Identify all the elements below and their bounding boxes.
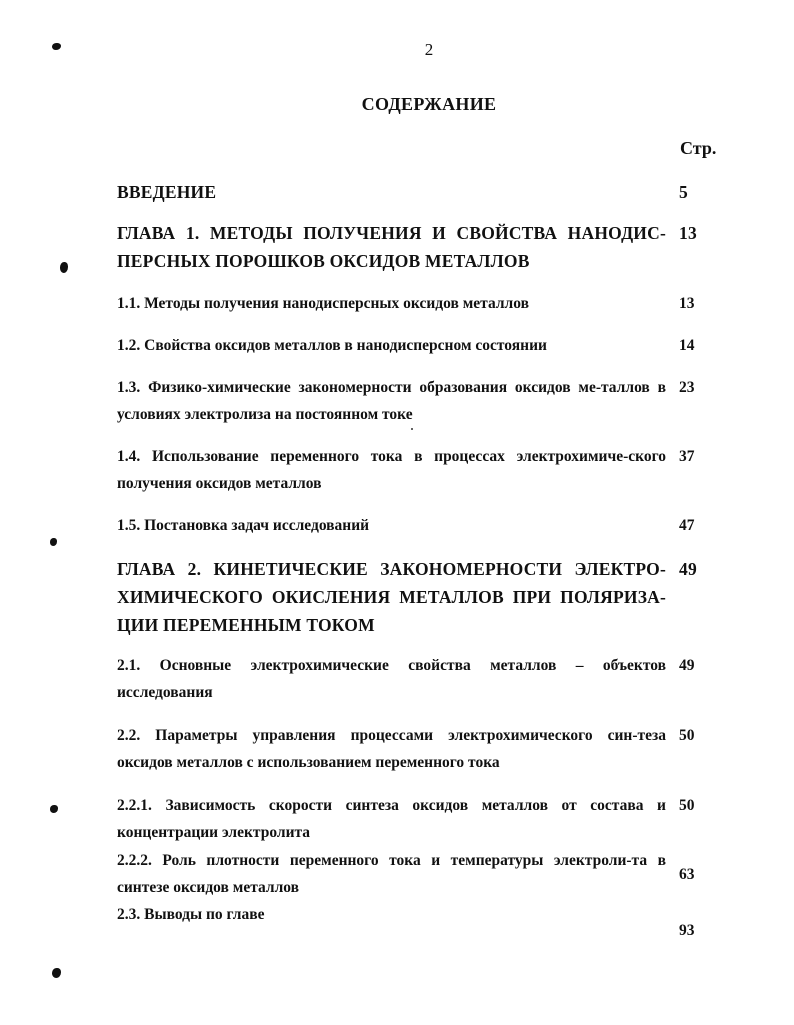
toc-entry-text: 1.4. Использование переменного тока в процессах электрохимиче-ского получения оксидов металлов [117, 448, 666, 492]
toc-entry-text: ГЛАВА 2. КИНЕТИЧЕСКИЕ ЗАКОНОМЕРНОСТИ ЭЛЕКТРО-ХИМИЧЕСКОГО ОКИСЛЕНИЯ МЕТАЛЛОВ ПРИ ПОЛЯРИЗА-ЦИИ ПЕРЕМЕННЫМ ТОКОМ [117, 559, 666, 635]
toc-entry-page: 49 [679, 657, 695, 674]
toc-entry-text: ГЛАВА 1. МЕТОДЫ ПОЛУЧЕНИЯ И СВОЙСТВА НАНОДИС-ПЕРСНЫХ ПОРОШКОВ ОКСИДОВ МЕТАЛЛОВ [117, 223, 666, 271]
toc-entry-page: 5 [679, 182, 688, 202]
scan-mark [50, 805, 58, 813]
toc-entry-text: 1.1. Методы получения нанодисперсных оксидов металлов [117, 295, 529, 312]
toc-entry-text: 1.2. Свойства оксидов металлов в нанодисперсном состоянии [117, 337, 547, 354]
toc-entry-page: 13 [679, 223, 697, 243]
toc-entry-text: ВВЕДЕНИЕ [117, 182, 217, 202]
toc-entry-page: 50 [679, 797, 695, 814]
toc-entry-text: 2.2.1. Зависимость скорости синтеза оксидов металлов от состава и концентрации электролита [117, 797, 666, 841]
toc-entry-text: 2.1. Основные электрохимические свойства металлов – объектов исследования [117, 657, 666, 701]
toc-entry-page: 14 [679, 337, 695, 354]
scan-speck [411, 428, 413, 430]
toc-entry-text: 1.5. Постановка задач исследований [117, 517, 370, 534]
page-number: 2 [424, 40, 434, 59]
page-column-header: Стр. [680, 138, 717, 158]
toc-title: СОДЕРЖАНИЕ [361, 94, 497, 114]
toc-entry-page: 13 [679, 295, 695, 312]
scan-mark [52, 968, 61, 978]
toc-entry-text: 2.2. Параметры управления процессами электрохимического син-теза оксидов металлов с использованием переменного тока [117, 727, 666, 771]
toc-entry-text: 2.3. Выводы по главе [117, 906, 265, 923]
toc-entry-page: 37 [679, 448, 695, 465]
toc-entry-text: 2.2.2. Роль плотности переменного тока и температуры электроли-та в синтезе оксидов металлов [117, 852, 666, 896]
toc-entry-page: 93 [679, 922, 695, 939]
toc-entry-text: 1.3. Физико-химические закономерности образования оксидов ме-таллов в условиях электролиза на постоянном токе [117, 379, 666, 423]
toc-entry-page: 49 [679, 559, 697, 579]
scan-mark [60, 262, 68, 273]
toc-entry-page: 47 [679, 517, 695, 534]
toc-entry-page: 23 [679, 379, 695, 396]
toc-entry-page: 63 [679, 866, 695, 883]
scan-mark [50, 538, 57, 546]
toc-entry-page: 50 [679, 727, 695, 744]
